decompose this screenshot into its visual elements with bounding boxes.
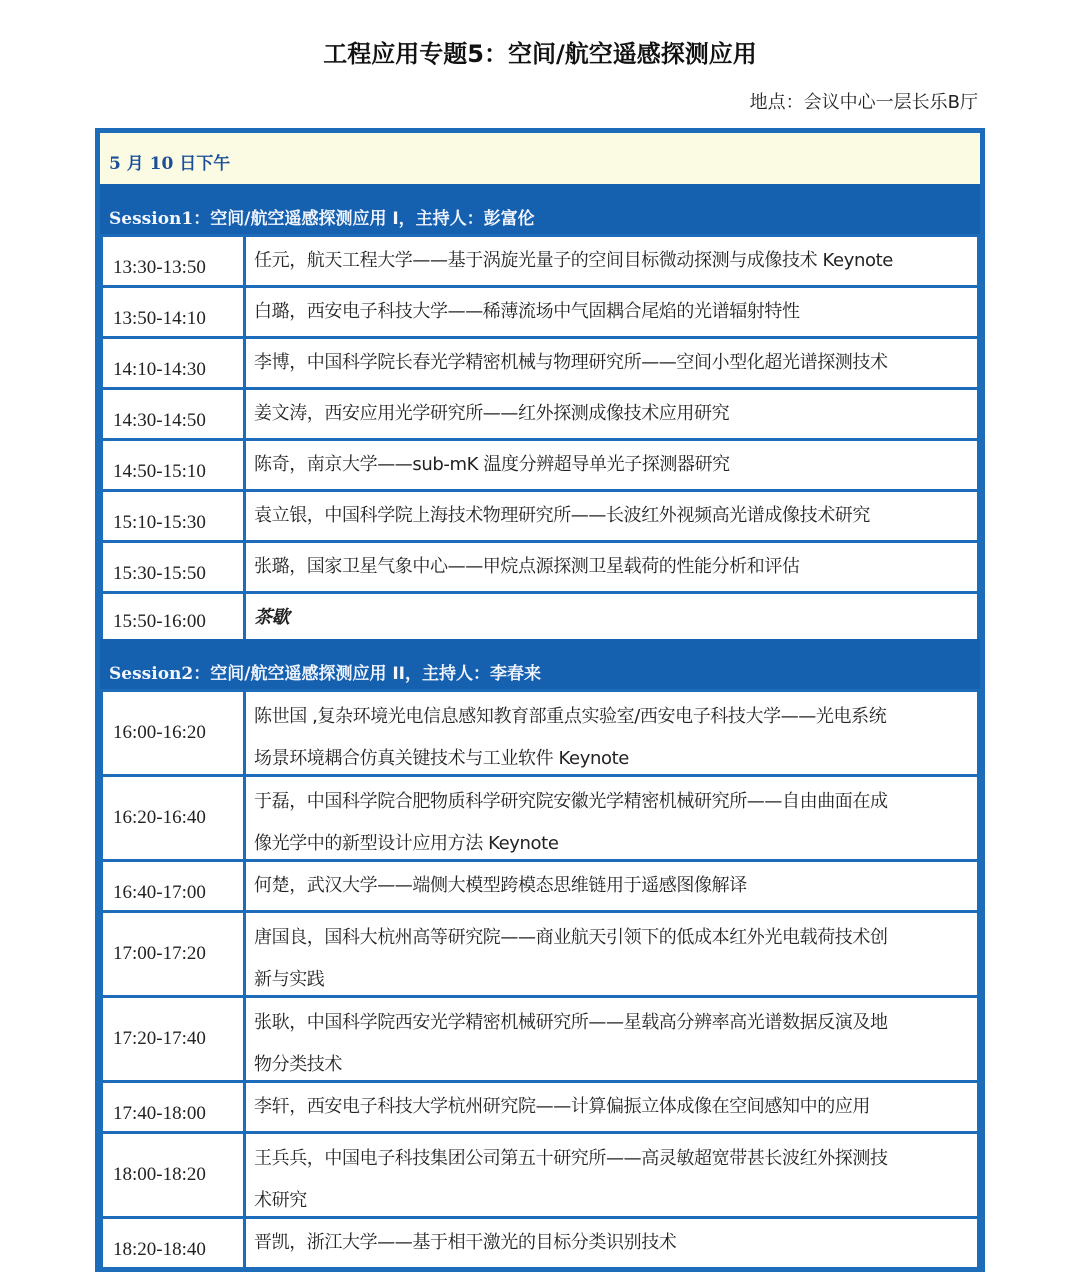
time-cell: 13:50-14:10 (103, 288, 243, 336)
time-cell: 17:00-17:20 (103, 913, 243, 995)
talk-cell: 唐国良，国科大杭州高等研究院——商业航天引领下的低成本红外光电载荷技术创 新与实践 (246, 913, 977, 995)
table-row (100, 689, 980, 774)
table-row (100, 1131, 980, 1216)
talk-cell: 何楚，武汉大学——端侧大模型跨模态思维链用于遥感图像解译 (246, 862, 977, 910)
session-label: Session2： (109, 664, 211, 684)
talk-cell: 白璐，西安电子科技大学——稀薄流场中气固耦合尾焰的光谱辐射特性 (246, 288, 977, 336)
time-cell: 17:20-17:40 (103, 998, 243, 1080)
table-row (100, 774, 980, 859)
talk-cell: 于磊，中国科学院合肥物质科学研究院安徽光学精密机械研究所——自由曲面在成 像光学中的新型设计应用方法 Keynote (246, 777, 977, 859)
time-cell: 18:00-18:20 (103, 1134, 243, 1216)
table-row (100, 1216, 980, 1267)
talk-cell: 姜文涛，西安应用光学研究所——红外探测成像技术应用研究 (246, 390, 977, 438)
session-label: Session1： (109, 209, 211, 229)
date-row: 5 月 10 日下午 (100, 133, 980, 184)
table-row (100, 540, 980, 591)
table-row (100, 995, 980, 1080)
schedule-table (95, 128, 985, 1272)
time-cell: 16:40-17:00 (103, 862, 243, 910)
talk-cell (246, 594, 977, 639)
time-cell: 15:10-15:30 (103, 492, 243, 540)
session-title: 空间/航空遥感探测应用 II，主持人：李春来 (210, 664, 542, 684)
table-row (100, 234, 980, 285)
location: 地点：会议中心一层长乐B厅 (749, 92, 978, 113)
time-cell: 16:00-16:20 (103, 692, 243, 774)
time-cell: 18:20-18:40 (103, 1219, 243, 1267)
time-cell: 17:40-18:00 (103, 1083, 243, 1131)
talk-cell: 晋凯，浙江大学——基于相干激光的目标分类识别技术 (246, 1219, 977, 1267)
session-header (100, 639, 980, 689)
page-title: 工程应用专题5：空间/航空遥感探测应用 (323, 40, 757, 68)
talk-cell: 袁立银，中国科学院上海技术物理研究所——长波红外视频高光谱成像技术研究 (246, 492, 977, 540)
time-cell: 15:50-16:00 (103, 594, 243, 639)
time-cell: 13:30-13:50 (103, 237, 243, 285)
talk-cell: 李轩，西安电子科技大学杭州研究院——计算偏振立体成像在空间感知中的应用 (246, 1083, 977, 1131)
time-cell: 14:10-14:30 (103, 339, 243, 387)
table-row (100, 859, 980, 910)
table-row (100, 910, 980, 995)
talk-cell: 李博，中国科学院长春光学精密机械与物理研究所——空间小型化超光谱探测技术 (246, 339, 977, 387)
talk-cell: 陈奇，南京大学——sub-mK 温度分辨超导单光子探测器研究 (246, 441, 977, 489)
table-row (100, 387, 980, 438)
time-cell: 16:20-16:40 (103, 777, 243, 859)
table-row (100, 489, 980, 540)
break-label: 茶歇 (254, 607, 290, 628)
talk-cell: 王兵兵，中国电子科技集团公司第五十研究所——高灵敏超宽带甚长波红外探测技 术研究 (246, 1134, 977, 1216)
table-row (100, 1080, 980, 1131)
session-title: 空间/航空遥感探测应用 I，主持人：彭富伦 (210, 209, 535, 229)
time-cell: 15:30-15:50 (103, 543, 243, 591)
talk-cell: 任元，航天工程大学——基于涡旋光量子的空间目标微动探测与成像技术 Keynote (246, 237, 977, 285)
talk-cell: 张耿，中国科学院西安光学精密机械研究所——星载高分辨率高光谱数据反演及地 物分类技术 (246, 998, 977, 1080)
session-header (100, 184, 980, 234)
time-cell: 14:30-14:50 (103, 390, 243, 438)
time-cell: 14:50-15:10 (103, 441, 243, 489)
talk-cell: 张璐，国家卫星气象中心——甲烷点源探测卫星载荷的性能分析和评估 (246, 543, 977, 591)
break-row (100, 591, 980, 639)
talk-cell: 陈世国 ,复杂环境光电信息感知教育部重点实验室/西安电子科技大学——光电系统 场景环境耦合仿真关键技术与工业软件 Keynote (246, 692, 977, 774)
table-row (100, 336, 980, 387)
table-row (100, 285, 980, 336)
table-row (100, 438, 980, 489)
